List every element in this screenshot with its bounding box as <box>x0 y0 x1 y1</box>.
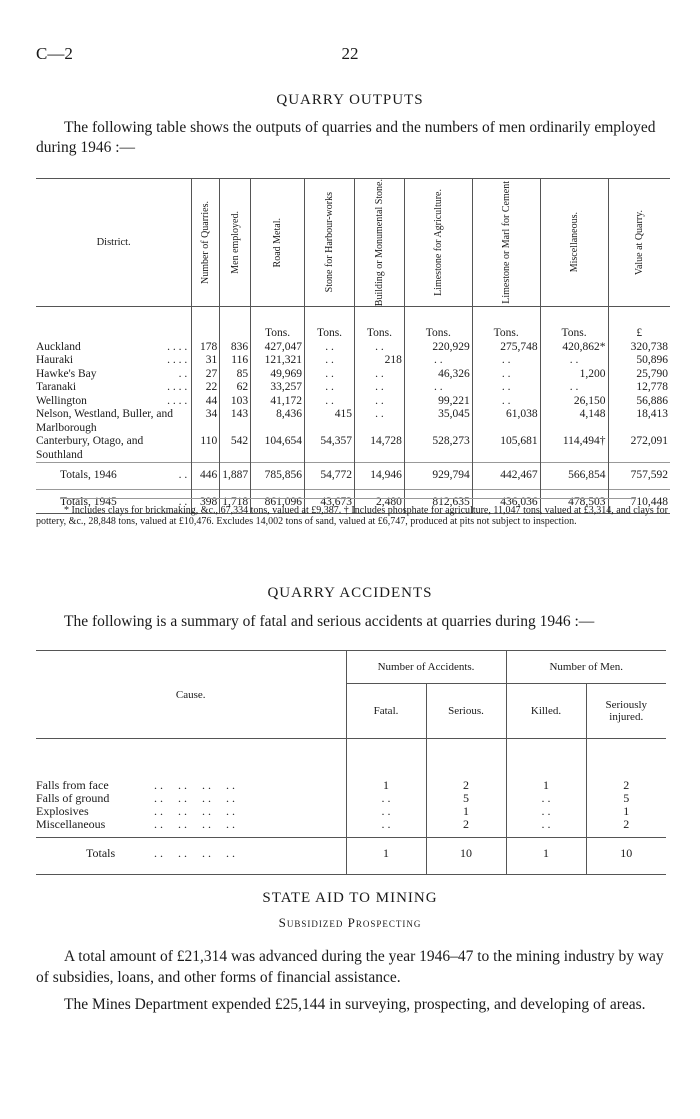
cause-cell <box>36 818 346 838</box>
quarries-cell: 22 <box>192 381 220 395</box>
table-row <box>36 805 666 818</box>
harbour-cell: . . <box>305 354 355 368</box>
table-row <box>36 435 670 463</box>
building-cell: 14,728 <box>354 435 404 463</box>
quarry-outputs-title: QUARRY OUTPUTS <box>276 92 424 108</box>
quarries-cell: 178 <box>192 341 220 355</box>
misc-cell: 1,200 <box>540 368 608 382</box>
lime-cement-cell: . . <box>472 395 540 409</box>
building-total: 2,480 <box>354 489 404 514</box>
serious-cell: 2 <box>426 739 506 793</box>
lime-cement-total: 442,467 <box>472 463 540 490</box>
killed-cell: . . <box>506 805 586 818</box>
misc-total: 566,854 <box>540 463 608 490</box>
col-lime-cement: Limestone or Marl for Cement <box>500 181 512 304</box>
unit-label: Tons. <box>540 307 608 341</box>
harbour-total: 43,673 <box>305 489 355 514</box>
leader-dots: . . <box>178 367 188 380</box>
road-cell: 49,969 <box>251 368 305 382</box>
serious-cell: 5 <box>426 792 506 805</box>
injured-cell: 5 <box>586 792 666 805</box>
men-cell: 116 <box>220 354 251 368</box>
district-cell: Hawke's Bay <box>36 367 97 380</box>
col-building: Building or Monumental Stone. <box>373 179 385 307</box>
leader-dots: . . <box>154 463 192 490</box>
injured-total: 10 <box>586 838 666 875</box>
misc-cell: 420,862* <box>540 341 608 355</box>
totals-row <box>36 463 670 490</box>
quarries-cell: 110 <box>192 435 220 463</box>
col-serious: Serious. <box>426 684 506 739</box>
quarries-total: 446 <box>192 463 220 490</box>
fatal-cell: 1 <box>346 739 426 793</box>
lime-cement-cell: 105,681 <box>472 435 540 463</box>
district-cell: Auckland <box>36 340 81 353</box>
value-total: 757,592 <box>608 463 670 490</box>
serious-cell: 1 <box>426 805 506 818</box>
misc-cell: 26,150 <box>540 395 608 409</box>
killed-cell: . . <box>506 792 586 805</box>
lime-ag-cell: . . <box>404 381 472 395</box>
building-cell: 218 <box>354 354 404 368</box>
men-cell: 143 <box>220 408 251 435</box>
harbour-cell: 54,357 <box>305 435 355 463</box>
lime-ag-cell: 99,221 <box>404 395 472 409</box>
table-row <box>36 818 666 838</box>
misc-cell: 114,494† <box>540 435 608 463</box>
section-code: C—2 <box>36 44 73 63</box>
building-cell: . . <box>354 368 404 382</box>
quarry-outputs-table <box>36 178 670 514</box>
district-cell: Nelson, Westland, Buller, and Marlborough <box>36 408 174 434</box>
building-cell: . . <box>354 381 404 395</box>
value-cell: 50,896 <box>608 354 670 368</box>
unit-label: Tons. <box>404 307 472 341</box>
value-cell: 272,091 <box>608 435 670 463</box>
injured-cell: 2 <box>586 739 666 793</box>
value-cell: 12,778 <box>608 381 670 395</box>
road-cell: 33,257 <box>251 381 305 395</box>
lime-cement-cell: . . <box>472 381 540 395</box>
cause-label: Miscellaneous <box>36 817 106 831</box>
table-row <box>36 739 666 793</box>
col-killed: Killed. <box>506 684 586 739</box>
road-cell: 8,436 <box>251 408 305 435</box>
quarry-footnote: * Includes clays for brickmaking, &c., 67,334 tons, valued at £9,387. † Includes phosphate for agriculture, 11,047 tons, valued at £3,314, and clays for pottery, &c., 28,848 tons, valued at £10,476. Excludes 14,002 tons of sand, valued at £6,747, produced at pits not subject to inspection. <box>36 505 668 527</box>
leader-dots: . . . . . . . . <box>154 804 235 818</box>
unit-label: £ <box>608 307 670 341</box>
lime-ag-total: 812,635 <box>404 489 472 514</box>
district-cell: Canterbury, Otago, and Southland <box>36 435 144 461</box>
state-aid-paragraph-2: The Mines Department expended £25,144 in surveying, prospecting, and developing of areas. <box>64 996 646 1013</box>
state-aid-subtitle: Subsidized Prospecting <box>278 915 422 930</box>
killed-cell: . . <box>506 818 586 838</box>
value-total: 710,448 <box>608 489 670 514</box>
unit-label: Tons. <box>472 307 540 341</box>
lime-cement-cell: 61,038 <box>472 408 540 435</box>
state-aid-paragraph-1: A total amount of £21,314 was advanced during the year 1946–47 to the mining industry by way of subsidies, loans, and other forms of financial assistance. <box>36 948 664 986</box>
leader-dots: . . . . <box>167 340 188 353</box>
cause-label: Explosives <box>36 804 89 818</box>
district-cell: Wellington <box>36 394 87 407</box>
value-cell: 320,738 <box>608 341 670 355</box>
cause-label: Falls of ground <box>36 791 110 805</box>
leader-dots: . . . . . . . . <box>154 817 235 831</box>
leader-dots: . . . . . . . . <box>154 846 235 860</box>
harbour-cell: . . <box>305 381 355 395</box>
lime-ag-cell: 220,929 <box>404 341 472 355</box>
table-row <box>36 408 670 435</box>
table-row <box>36 395 670 409</box>
col-number-accidents: Number of Accidents. <box>346 651 506 684</box>
leader-dots: . . <box>154 489 192 514</box>
value-cell: 25,790 <box>608 368 670 382</box>
quarries-cell: 27 <box>192 368 220 382</box>
quarries-cell: 34 <box>192 408 220 435</box>
quarry-outputs-intro: The following table shows the outputs of quarries and the numbers of men ordinarily employed during 1946 :— <box>36 119 656 156</box>
harbour-cell: . . <box>305 341 355 355</box>
building-cell: . . <box>354 341 404 355</box>
serious-total: 10 <box>426 838 506 875</box>
road-cell: 41,172 <box>251 395 305 409</box>
men-cell: 85 <box>220 368 251 382</box>
misc-cell: . . <box>540 354 608 368</box>
lime-cement-total: 436,036 <box>472 489 540 514</box>
col-cause: Cause. <box>36 651 346 739</box>
totals-cell <box>36 838 346 875</box>
totals-label: Totals <box>86 846 116 860</box>
road-total: 861,096 <box>251 489 305 514</box>
table-row <box>36 381 670 395</box>
fatal-cell: . . <box>346 818 426 838</box>
lime-cement-cell: 275,748 <box>472 341 540 355</box>
col-road: Road Metal. <box>272 217 284 268</box>
col-number-men: Number of Men. <box>506 651 666 684</box>
totals-row <box>36 838 666 875</box>
lime-ag-cell: 46,326 <box>404 368 472 382</box>
fatal-cell: . . <box>346 792 426 805</box>
quarry-accidents-table <box>36 650 666 875</box>
quarry-accidents-title: QUARRY ACCIDENTS <box>267 585 433 601</box>
men-total: 1,718 <box>220 489 251 514</box>
road-cell: 427,047 <box>251 341 305 355</box>
col-value: Value at Quarry. <box>633 210 645 276</box>
leader-dots: . . . . . . . . <box>154 791 235 805</box>
misc-cell: . . <box>540 381 608 395</box>
table-row <box>36 354 670 368</box>
leader-dots: . . . . <box>167 394 188 407</box>
leader-dots: . . . . <box>167 354 188 367</box>
page-number: 22 <box>341 44 359 63</box>
district-cell: Hauraki <box>36 354 74 367</box>
misc-cell: 4,148 <box>540 408 608 435</box>
lime-ag-cell: . . <box>404 354 472 368</box>
fatal-total: 1 <box>346 838 426 875</box>
men-total: 1,887 <box>220 463 251 490</box>
lime-cement-cell: . . <box>472 368 540 382</box>
men-cell: 62 <box>220 381 251 395</box>
unit-label: Tons. <box>354 307 404 341</box>
cause-cell <box>36 739 346 793</box>
lime-ag-cell: 35,045 <box>404 408 472 435</box>
injured-cell: 1 <box>586 805 666 818</box>
men-cell: 836 <box>220 341 251 355</box>
totals-label: Totals, 1946 <box>36 463 154 490</box>
district-cell: Taranaki <box>36 381 77 394</box>
killed-cell: 1 <box>506 739 586 793</box>
lime-ag-cell: 528,273 <box>404 435 472 463</box>
col-harbour: Stone for Harbour-works <box>324 192 335 293</box>
leader-dots: . . . . . . . . <box>154 778 235 792</box>
col-district: District. <box>96 237 131 249</box>
serious-cell: 2 <box>426 818 506 838</box>
leader-dots: . . . . <box>167 381 188 394</box>
injured-cell: 2 <box>586 818 666 838</box>
table-row <box>36 341 670 355</box>
building-cell: . . <box>354 395 404 409</box>
unit-label: Tons. <box>305 307 355 341</box>
road-cell: 104,654 <box>251 435 305 463</box>
killed-total: 1 <box>506 838 586 875</box>
unit-label: Tons. <box>251 307 305 341</box>
harbour-total: 54,772 <box>305 463 355 490</box>
col-misc: Miscellaneous. <box>568 212 580 273</box>
quarries-cell: 44 <box>192 395 220 409</box>
building-cell: . . <box>354 408 404 435</box>
road-total: 785,856 <box>251 463 305 490</box>
value-cell: 56,886 <box>608 395 670 409</box>
col-men: Men employed. <box>229 211 241 274</box>
quarries-cell: 31 <box>192 354 220 368</box>
col-injured: Seriously injured. <box>586 684 666 739</box>
totals-label: Totals, 1945 <box>36 489 154 514</box>
col-lime-ag: Limestone for Agriculture. <box>432 189 444 297</box>
harbour-cell: 415 <box>305 408 355 435</box>
building-total: 14,946 <box>354 463 404 490</box>
men-cell: 542 <box>220 435 251 463</box>
road-cell: 121,321 <box>251 354 305 368</box>
col-fatal: Fatal. <box>346 684 426 739</box>
fatal-cell: . . <box>346 805 426 818</box>
col-quarries: Number of Quarries. <box>200 201 212 285</box>
state-aid-title: STATE AID TO MINING <box>262 890 438 906</box>
lime-ag-total: 929,794 <box>404 463 472 490</box>
cause-label: Falls from face <box>36 778 109 792</box>
harbour-cell: . . <box>305 395 355 409</box>
table-row <box>36 792 666 805</box>
men-cell: 103 <box>220 395 251 409</box>
divider <box>60 498 636 499</box>
quarry-accidents-intro: The following is a summary of fatal and serious accidents at quarries during 1946 :— <box>64 613 595 630</box>
quarries-total: 398 <box>192 489 220 514</box>
table-row <box>36 368 670 382</box>
harbour-cell: . . <box>305 368 355 382</box>
value-cell: 18,413 <box>608 408 670 435</box>
misc-total: 478,503 <box>540 489 608 514</box>
lime-cement-cell: . . <box>472 354 540 368</box>
